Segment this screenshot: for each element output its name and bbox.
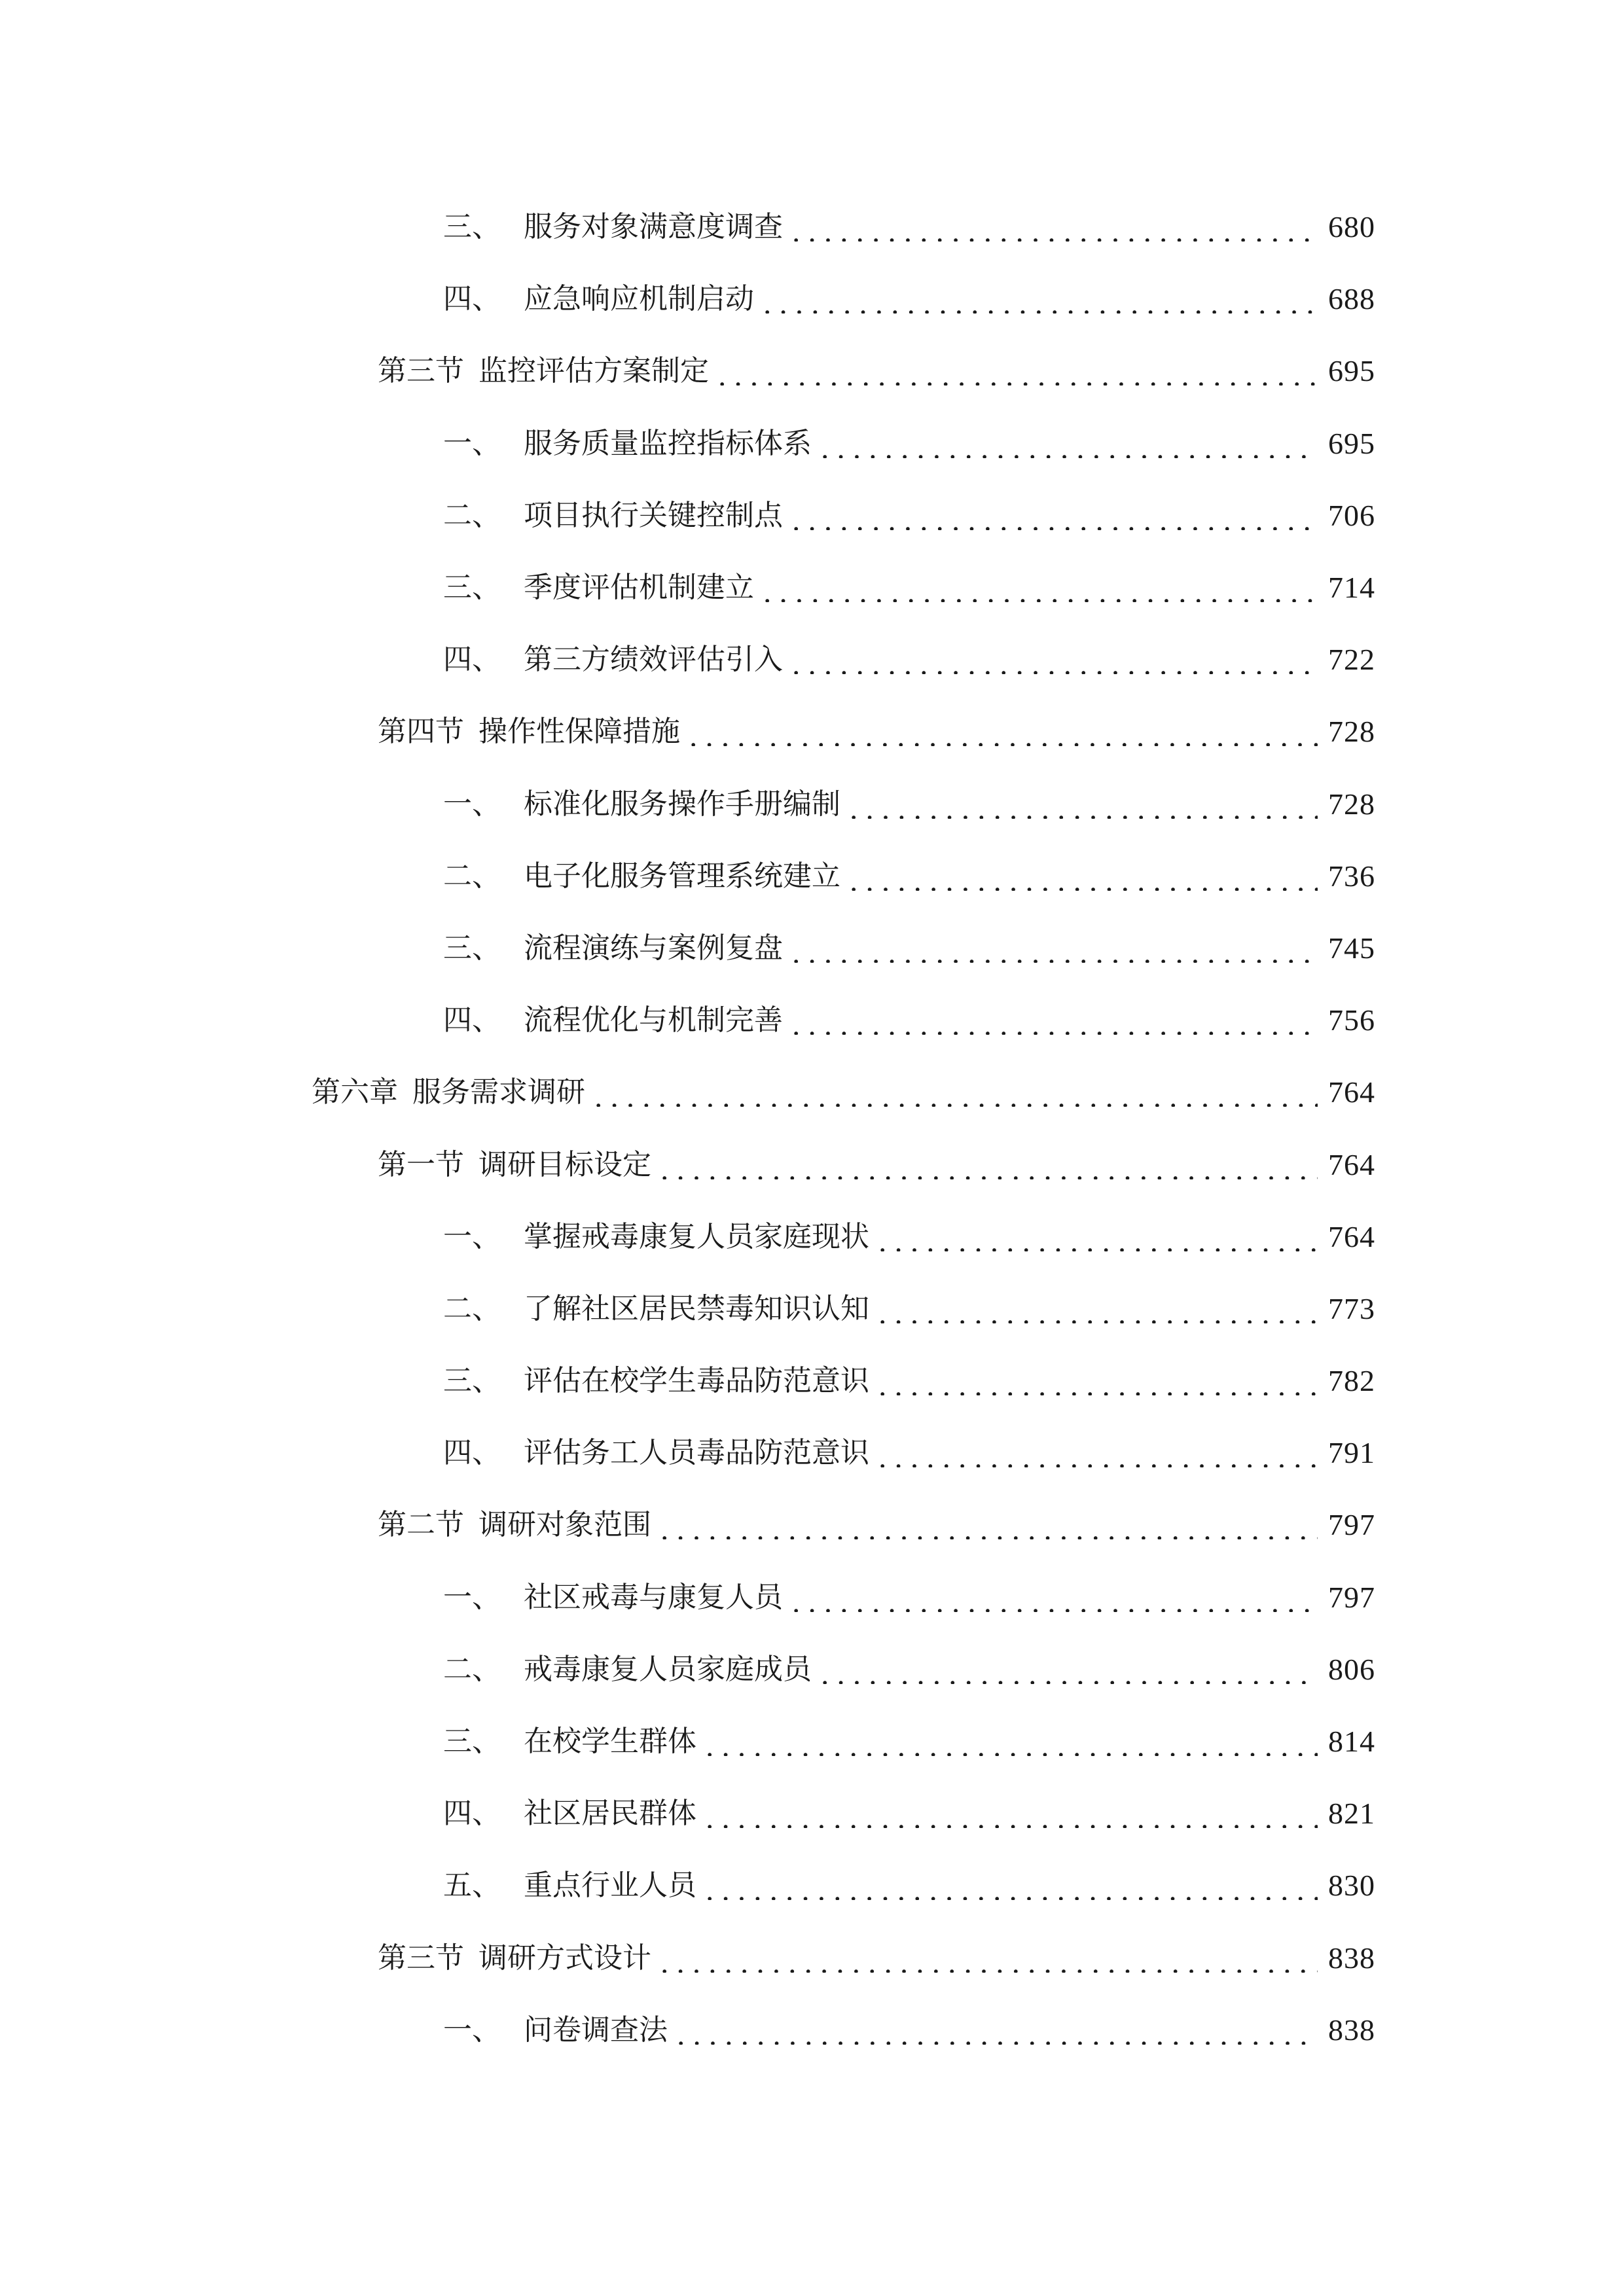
dot-leader: [702, 1799, 1318, 1828]
toc-entry-page: 830: [1328, 1869, 1375, 1903]
toc-entry[interactable]: [0, 1128, 1624, 1200]
toc-entry-title: 调研目标设定: [478, 1147, 651, 1181]
toc-entry-title: 评估务工人员毒品防范意识: [524, 1436, 869, 1470]
toc-entry[interactable]: [0, 1706, 1624, 1778]
dot-leader: [788, 934, 1318, 963]
dot-leader: [875, 1439, 1318, 1467]
toc-entry-page: 756: [1328, 1003, 1375, 1037]
toc-entry-number: 三、: [443, 1725, 501, 1759]
dot-leader: [788, 645, 1318, 674]
toc-entry-number: 四、: [443, 1797, 501, 1831]
toc-entry-page: 814: [1328, 1725, 1375, 1759]
toc-entry-number: 一、: [443, 787, 501, 821]
toc-entry-title: 社区居民群体: [524, 1797, 696, 1831]
toc-entry[interactable]: [0, 912, 1624, 984]
toc-entry[interactable]: [0, 552, 1624, 624]
toc-entry-page: 736: [1328, 859, 1375, 893]
toc-entry[interactable]: [0, 768, 1624, 840]
toc-entry[interactable]: [0, 1922, 1624, 1994]
toc-entry-chapter[interactable]: [0, 1056, 1624, 1128]
toc-entry-number: 一、: [443, 1580, 501, 1614]
toc-entry[interactable]: [0, 1417, 1624, 1489]
dot-leader: [702, 1727, 1318, 1756]
toc-entry-title: 服务质量监控指标体系: [524, 426, 812, 460]
toc-entry-number: 二、: [443, 859, 501, 893]
dot-leader: [788, 1006, 1318, 1035]
toc-entry-page: 695: [1328, 354, 1375, 388]
toc-entry-number: 三、: [443, 931, 501, 965]
toc-entry-number: 第三节: [378, 1941, 464, 1975]
dot-leader: [657, 1151, 1318, 1179]
toc-entry[interactable]: [0, 1778, 1624, 1850]
toc-entry[interactable]: [0, 1562, 1624, 1634]
toc-entry[interactable]: [0, 335, 1624, 407]
toc-entry-title: 流程演练与案例复盘: [524, 931, 783, 965]
toc-entry-number: 第一节: [378, 1147, 464, 1181]
toc-entry-title: 评估在校学生毒品防范意识: [524, 1364, 869, 1398]
toc-entry-page: 797: [1328, 1580, 1375, 1614]
toc-entry[interactable]: [0, 624, 1624, 696]
toc-entry-title: 服务对象满意度调查: [524, 210, 783, 244]
toc-entry-number: 四、: [443, 282, 501, 316]
toc-entry[interactable]: [0, 1634, 1624, 1706]
dot-leader: [657, 1511, 1318, 1539]
dot-leader: [759, 573, 1318, 602]
toc-entry-number: 五、: [443, 1869, 501, 1903]
toc-entry-page: 688: [1328, 282, 1375, 316]
toc-entry-title: 电子化服务管理系统建立: [524, 859, 840, 893]
toc-entry-number: 第三节: [378, 354, 464, 388]
toc-entry-number: 四、: [443, 1003, 501, 1037]
toc-entry-title: 项目执行关键控制点: [524, 498, 783, 532]
toc-entry-title: 标准化服务操作手册编制: [524, 787, 840, 821]
toc-entry-title: 重点行业人员: [524, 1869, 696, 1903]
toc-entry-title: 掌握戒毒康复人员家庭现状: [524, 1219, 869, 1253]
toc-entry-title: 问卷调查法: [524, 2013, 668, 2047]
toc-entry-title: 在校学生群体: [524, 1725, 696, 1759]
toc-entry[interactable]: [0, 408, 1624, 480]
toc-entry-page: 695: [1328, 426, 1375, 460]
dot-leader: [846, 862, 1318, 891]
dot-leader: [590, 1078, 1318, 1107]
dot-leader: [685, 717, 1318, 746]
toc-entry-number: 一、: [443, 2013, 501, 2047]
toc-entry[interactable]: [0, 1850, 1624, 1922]
dot-leader: [817, 429, 1318, 458]
toc-entry-page: 706: [1328, 498, 1375, 532]
dot-leader: [788, 501, 1318, 530]
table-of-contents: [0, 191, 1624, 2066]
toc-entry-number: 第四节: [378, 715, 464, 749]
toc-entry-page: 821: [1328, 1797, 1375, 1831]
dot-leader: [846, 790, 1318, 819]
toc-entry-page: 714: [1328, 571, 1375, 605]
toc-entry-title: 调研对象范围: [478, 1508, 651, 1542]
toc-entry[interactable]: [0, 840, 1624, 912]
toc-entry-title: 戒毒康复人员家庭成员: [524, 1652, 812, 1686]
toc-entry[interactable]: [0, 1345, 1624, 1417]
toc-entry[interactable]: [0, 1489, 1624, 1561]
dot-leader: [714, 357, 1318, 386]
toc-entry-page: 797: [1328, 1508, 1375, 1542]
toc-entry-title: 第三方绩效评估引入: [524, 643, 783, 677]
dot-leader: [875, 1367, 1318, 1395]
toc-entry-page: 722: [1328, 643, 1375, 677]
toc-entry-number: 三、: [443, 571, 501, 605]
toc-entry-number: 一、: [443, 426, 501, 460]
toc-entry-title: 流程优化与机制完善: [524, 1003, 783, 1037]
toc-entry-number: 一、: [443, 1219, 501, 1253]
toc-entry-number: 第二节: [378, 1508, 464, 1542]
toc-entry-page: 680: [1328, 210, 1375, 244]
toc-entry[interactable]: [0, 480, 1624, 552]
toc-entry-title: 监控评估方案制定: [478, 354, 709, 388]
dot-leader: [875, 1223, 1318, 1251]
dot-leader: [817, 1655, 1318, 1684]
toc-entry-title: 服务需求调研: [412, 1075, 585, 1109]
toc-entry-number: 三、: [443, 1364, 501, 1398]
toc-entry-page: 745: [1328, 931, 1375, 965]
dot-leader: [673, 2016, 1318, 2045]
toc-entry-page: 764: [1328, 1219, 1375, 1253]
dot-leader: [875, 1295, 1318, 1323]
toc-entry-number: 第六章: [312, 1075, 398, 1109]
toc-entry[interactable]: [0, 696, 1624, 768]
dot-leader: [759, 285, 1318, 314]
toc-entry[interactable]: [0, 1273, 1624, 1345]
dot-leader: [702, 1871, 1318, 1900]
dot-leader: [788, 213, 1318, 242]
toc-entry-number: 四、: [443, 643, 501, 677]
toc-entry-title: 社区戒毒与康复人员: [524, 1580, 783, 1614]
toc-entry-page: 782: [1328, 1364, 1375, 1398]
toc-entry[interactable]: [0, 191, 1624, 263]
toc-entry-page: 728: [1328, 715, 1375, 749]
dot-leader: [657, 1944, 1318, 1973]
toc-entry-title: 季度评估机制建立: [524, 571, 754, 605]
toc-entry-number: 二、: [443, 498, 501, 532]
toc-entry[interactable]: [0, 263, 1624, 335]
toc-entry-page: 838: [1328, 2013, 1375, 2047]
toc-entry-page: 838: [1328, 1941, 1375, 1975]
toc-entry-title: 应急响应机制启动: [524, 282, 754, 316]
toc-entry[interactable]: [0, 1201, 1624, 1273]
toc-entry[interactable]: [0, 1994, 1624, 2066]
toc-entry-number: 三、: [443, 210, 501, 244]
toc-entry-page: 773: [1328, 1291, 1375, 1325]
toc-entry-page: 728: [1328, 787, 1375, 821]
toc-entry-page: 764: [1328, 1147, 1375, 1181]
toc-entry-title: 调研方式设计: [478, 1941, 651, 1975]
toc-entry-page: 764: [1328, 1075, 1375, 1109]
toc-entry-title: 了解社区居民禁毒知识认知: [524, 1291, 869, 1325]
toc-entry-page: 806: [1328, 1652, 1375, 1686]
toc-entry-number: 二、: [443, 1652, 501, 1686]
dot-leader: [788, 1583, 1318, 1612]
toc-entry-page: 791: [1328, 1436, 1375, 1470]
toc-entry-number: 二、: [443, 1291, 501, 1325]
toc-entry-title: 操作性保障措施: [478, 715, 680, 749]
toc-entry-number: 四、: [443, 1436, 501, 1470]
toc-entry[interactable]: [0, 984, 1624, 1056]
